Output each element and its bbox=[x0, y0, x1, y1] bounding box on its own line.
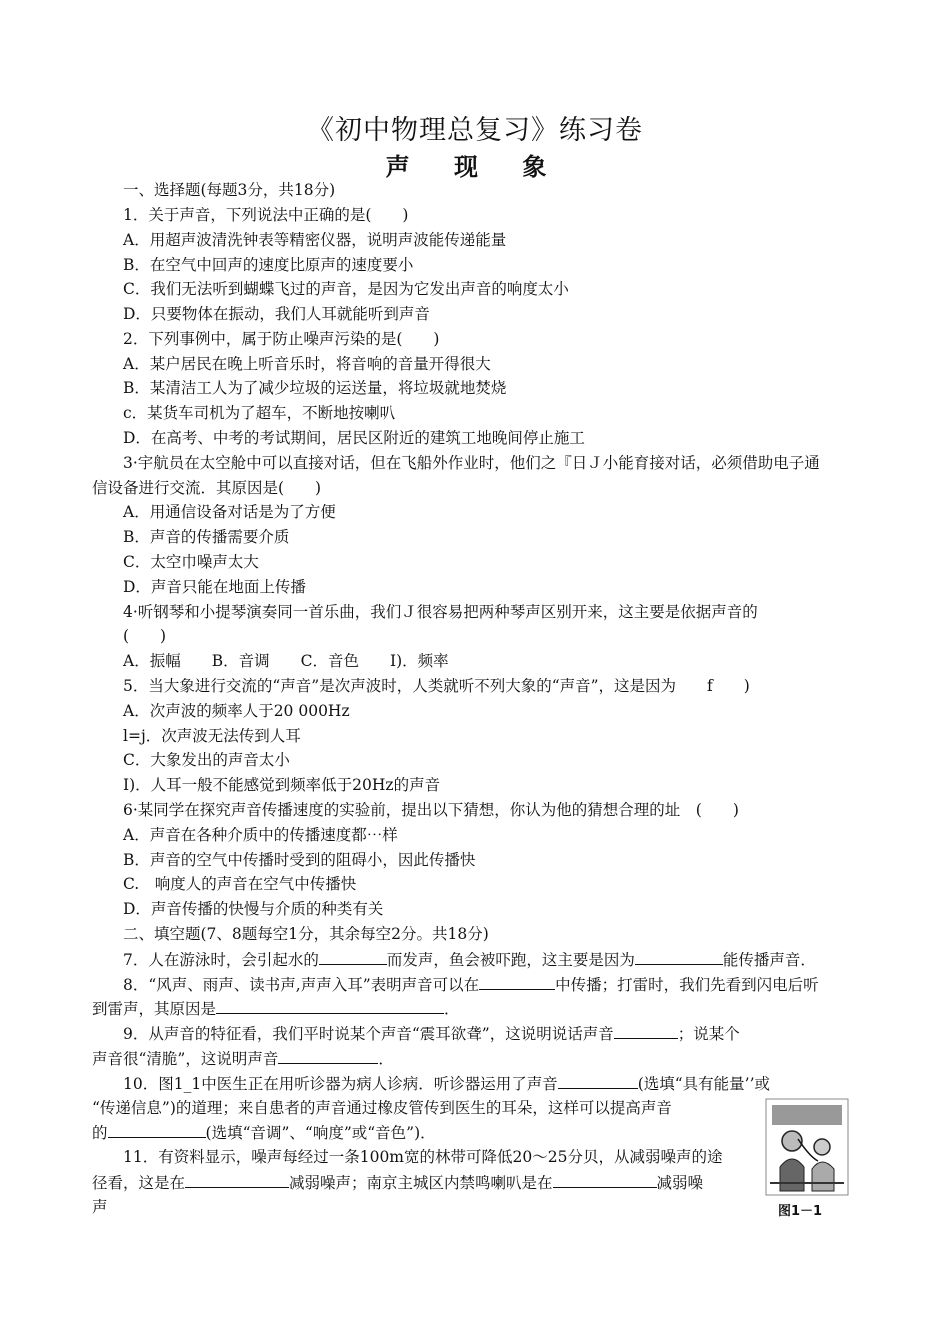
q9-text-1: 9．从声音的特征看，我们平时说某个声音“震耳欲聋”，这说明说话声音 bbox=[123, 1025, 614, 1043]
q6-option-d: D．声音传播的快慢与介质的种类有关 bbox=[123, 900, 384, 918]
q6-option-c: C. 响度人的声音在空气中传播快 bbox=[123, 875, 357, 893]
page-subtitle: 声 现 象 bbox=[385, 152, 565, 181]
q5-option-d: I)．人耳一般不能感觉到频率低于20Hz的声音 bbox=[123, 776, 441, 794]
q7-blank-2 bbox=[635, 949, 723, 965]
q9-line2 bbox=[92, 1048, 394, 1069]
q9-text-2: ；说某个 bbox=[677, 1025, 740, 1043]
q11-line1: 11．有资料显示，噪声每经过一条100m宽的林带可降低20～25分贝，从减弱噪声的途 bbox=[123, 1148, 723, 1166]
q11-text-3: 减弱噪声；南京主城区内禁鸣喇叭是在 bbox=[289, 1174, 553, 1192]
q11-line2 bbox=[92, 1172, 703, 1193]
q7-line bbox=[123, 949, 816, 970]
figure-caption: 图1－1 bbox=[778, 1204, 823, 1219]
page-title: 《初中物理总复习》练习卷 bbox=[307, 115, 643, 146]
q1-option-d: D．只要物体在振动，我们人耳就能听到声音 bbox=[123, 305, 430, 323]
q9-blank-2 bbox=[278, 1048, 378, 1064]
q10-line1 bbox=[123, 1073, 770, 1094]
q7-blank-1 bbox=[319, 949, 387, 965]
q11-text-4: 减弱噪 bbox=[656, 1174, 704, 1192]
q5-option-a: A．次声波的频率人于20 000Hz bbox=[123, 702, 350, 720]
q2-option-c: c．某货车司机为了超车，不断地按喇叭 bbox=[123, 404, 396, 422]
q9-text-4: ． bbox=[378, 1050, 394, 1068]
q10-blank-1 bbox=[558, 1073, 638, 1089]
q7-text-2: 而发声，鱼会被吓跑，这主要是因为 bbox=[386, 951, 635, 969]
q10-text-5: (选填“音调”、“响度”或“音色”)． bbox=[205, 1124, 436, 1142]
q10-line2: “传递信息”)的道理；来自患者的声音通过橡皮管传到医生的耳朵，这样可以提高声音 bbox=[92, 1099, 672, 1117]
q11-line3: 声 bbox=[92, 1198, 108, 1216]
q1-stem: 1．关于声音，下列说法中正确的是( ) bbox=[123, 206, 409, 224]
q3-stem-line1: 3·宇航员在太空舱中可以直接对话，但在飞船外作业时，他们之『日Ｊ小能育接对话，必须借助电子通 bbox=[123, 454, 820, 472]
q8-line1 bbox=[123, 974, 819, 995]
q6-option-b: B．声音的空气中传播时受到的阻碍小，因此传播快 bbox=[123, 851, 476, 869]
q5-stem: 5．当大象进行交流的“声音”是次声波时，人类就听不列大象的“声音”，这是因为 f ) bbox=[123, 677, 750, 695]
q8-text-1: 8．“风声、雨声、读书声,声声入耳”表明声音可以在 bbox=[123, 976, 480, 994]
q4-stem-line2: ( ) bbox=[123, 627, 167, 645]
section-heading-choice: 一、选择题(每题3分，共18分) bbox=[123, 181, 336, 199]
q7-text-3: 能传播声音． bbox=[722, 951, 816, 969]
q7-text-1: 7．人在游泳时，会引起水的 bbox=[123, 951, 319, 969]
q8-text-3: 到雷声，其原因是 bbox=[92, 1000, 217, 1018]
q10-line3 bbox=[92, 1122, 436, 1143]
q3-option-b: B．声音的传播需要介质 bbox=[123, 528, 290, 546]
q11-blank-2 bbox=[553, 1172, 657, 1188]
q9-blank-1 bbox=[614, 1023, 678, 1039]
q2-option-b: B．某清洁工人为了减少垃圾的运送量，将垃圾就地焚烧 bbox=[123, 379, 507, 397]
q10-text-4: 的 bbox=[92, 1124, 108, 1142]
q10-text-1: 10．图1_1中医生正在用听诊器为病人诊病．听诊器运用了声音 bbox=[123, 1075, 558, 1093]
q6-option-a: A．声音在各种介质中的传播速度都⋯样 bbox=[123, 826, 398, 844]
q4-options: A．振幅 B．音调 C．音色 I)．频率 bbox=[123, 652, 449, 670]
q5-option-b: l=j．次声波无法传到人耳 bbox=[123, 727, 301, 745]
q10-blank-2 bbox=[108, 1122, 206, 1138]
q5-option-c: C．大象发出的声音太小 bbox=[123, 751, 290, 769]
q8-text-4: ． bbox=[444, 1000, 460, 1018]
q11-text-2: 径看，这是在 bbox=[92, 1174, 186, 1192]
q3-option-c: C．太空巾噪声太大 bbox=[123, 553, 259, 571]
q8-blank-1 bbox=[479, 974, 555, 990]
q3-stem-line2: 信设备进行交流．其原因是( ) bbox=[92, 479, 322, 497]
q2-option-d: D．在高考、中考的考试期间，居民区附近的建筑工地晚间停止施工 bbox=[123, 429, 585, 447]
q2-stem: 2．下列事例中，属于防止噪声污染的是( ) bbox=[123, 330, 440, 348]
q9-line1 bbox=[123, 1023, 740, 1044]
doctor-stethoscope-figure bbox=[764, 1095, 850, 1213]
q2-option-a: A．某户居民在晚上听音乐时，将音响的音量开得很大 bbox=[123, 355, 491, 373]
q3-option-d: D．声音只能在地面上传播 bbox=[123, 578, 306, 596]
q8-line2 bbox=[92, 998, 460, 1019]
q1-option-a: A．用超声波清洗钟表等精密仪器，说明声波能传递能量 bbox=[123, 231, 507, 249]
section-heading-fill: 二、填空题(7、8题每空1分，其余每空2分。共18分) bbox=[123, 925, 489, 943]
q1-option-b: B．在空气中回声的速度比原声的速度要小 bbox=[123, 256, 414, 274]
q11-blank-1 bbox=[185, 1172, 289, 1188]
q1-option-c: C．我们无法听到蝴蝶飞过的声音，是因为它发出声音的响度太小 bbox=[123, 280, 569, 298]
q4-stem-line1: 4·听钢琴和小提琴演奏同一首乐曲，我们Ｊ很容易把两种琴声区别开来，这主要是依据声音的 bbox=[123, 603, 758, 621]
q8-blank-2 bbox=[216, 998, 444, 1014]
q10-text-2: (选填“具有能量’’或 bbox=[637, 1075, 771, 1093]
q9-text-3: 声音很“清脆”，这说明声音 bbox=[92, 1050, 279, 1068]
q8-text-2: 中传播；打雷时，我们先看到闪电后听 bbox=[555, 976, 819, 994]
q6-stem: 6·某同学在探究声音传播速度的实验前，提出以下猜想，你认为他的猜想合理的址 ( ) bbox=[123, 801, 739, 819]
q3-option-a: A．用通信设备对话是为了方便 bbox=[123, 503, 336, 521]
